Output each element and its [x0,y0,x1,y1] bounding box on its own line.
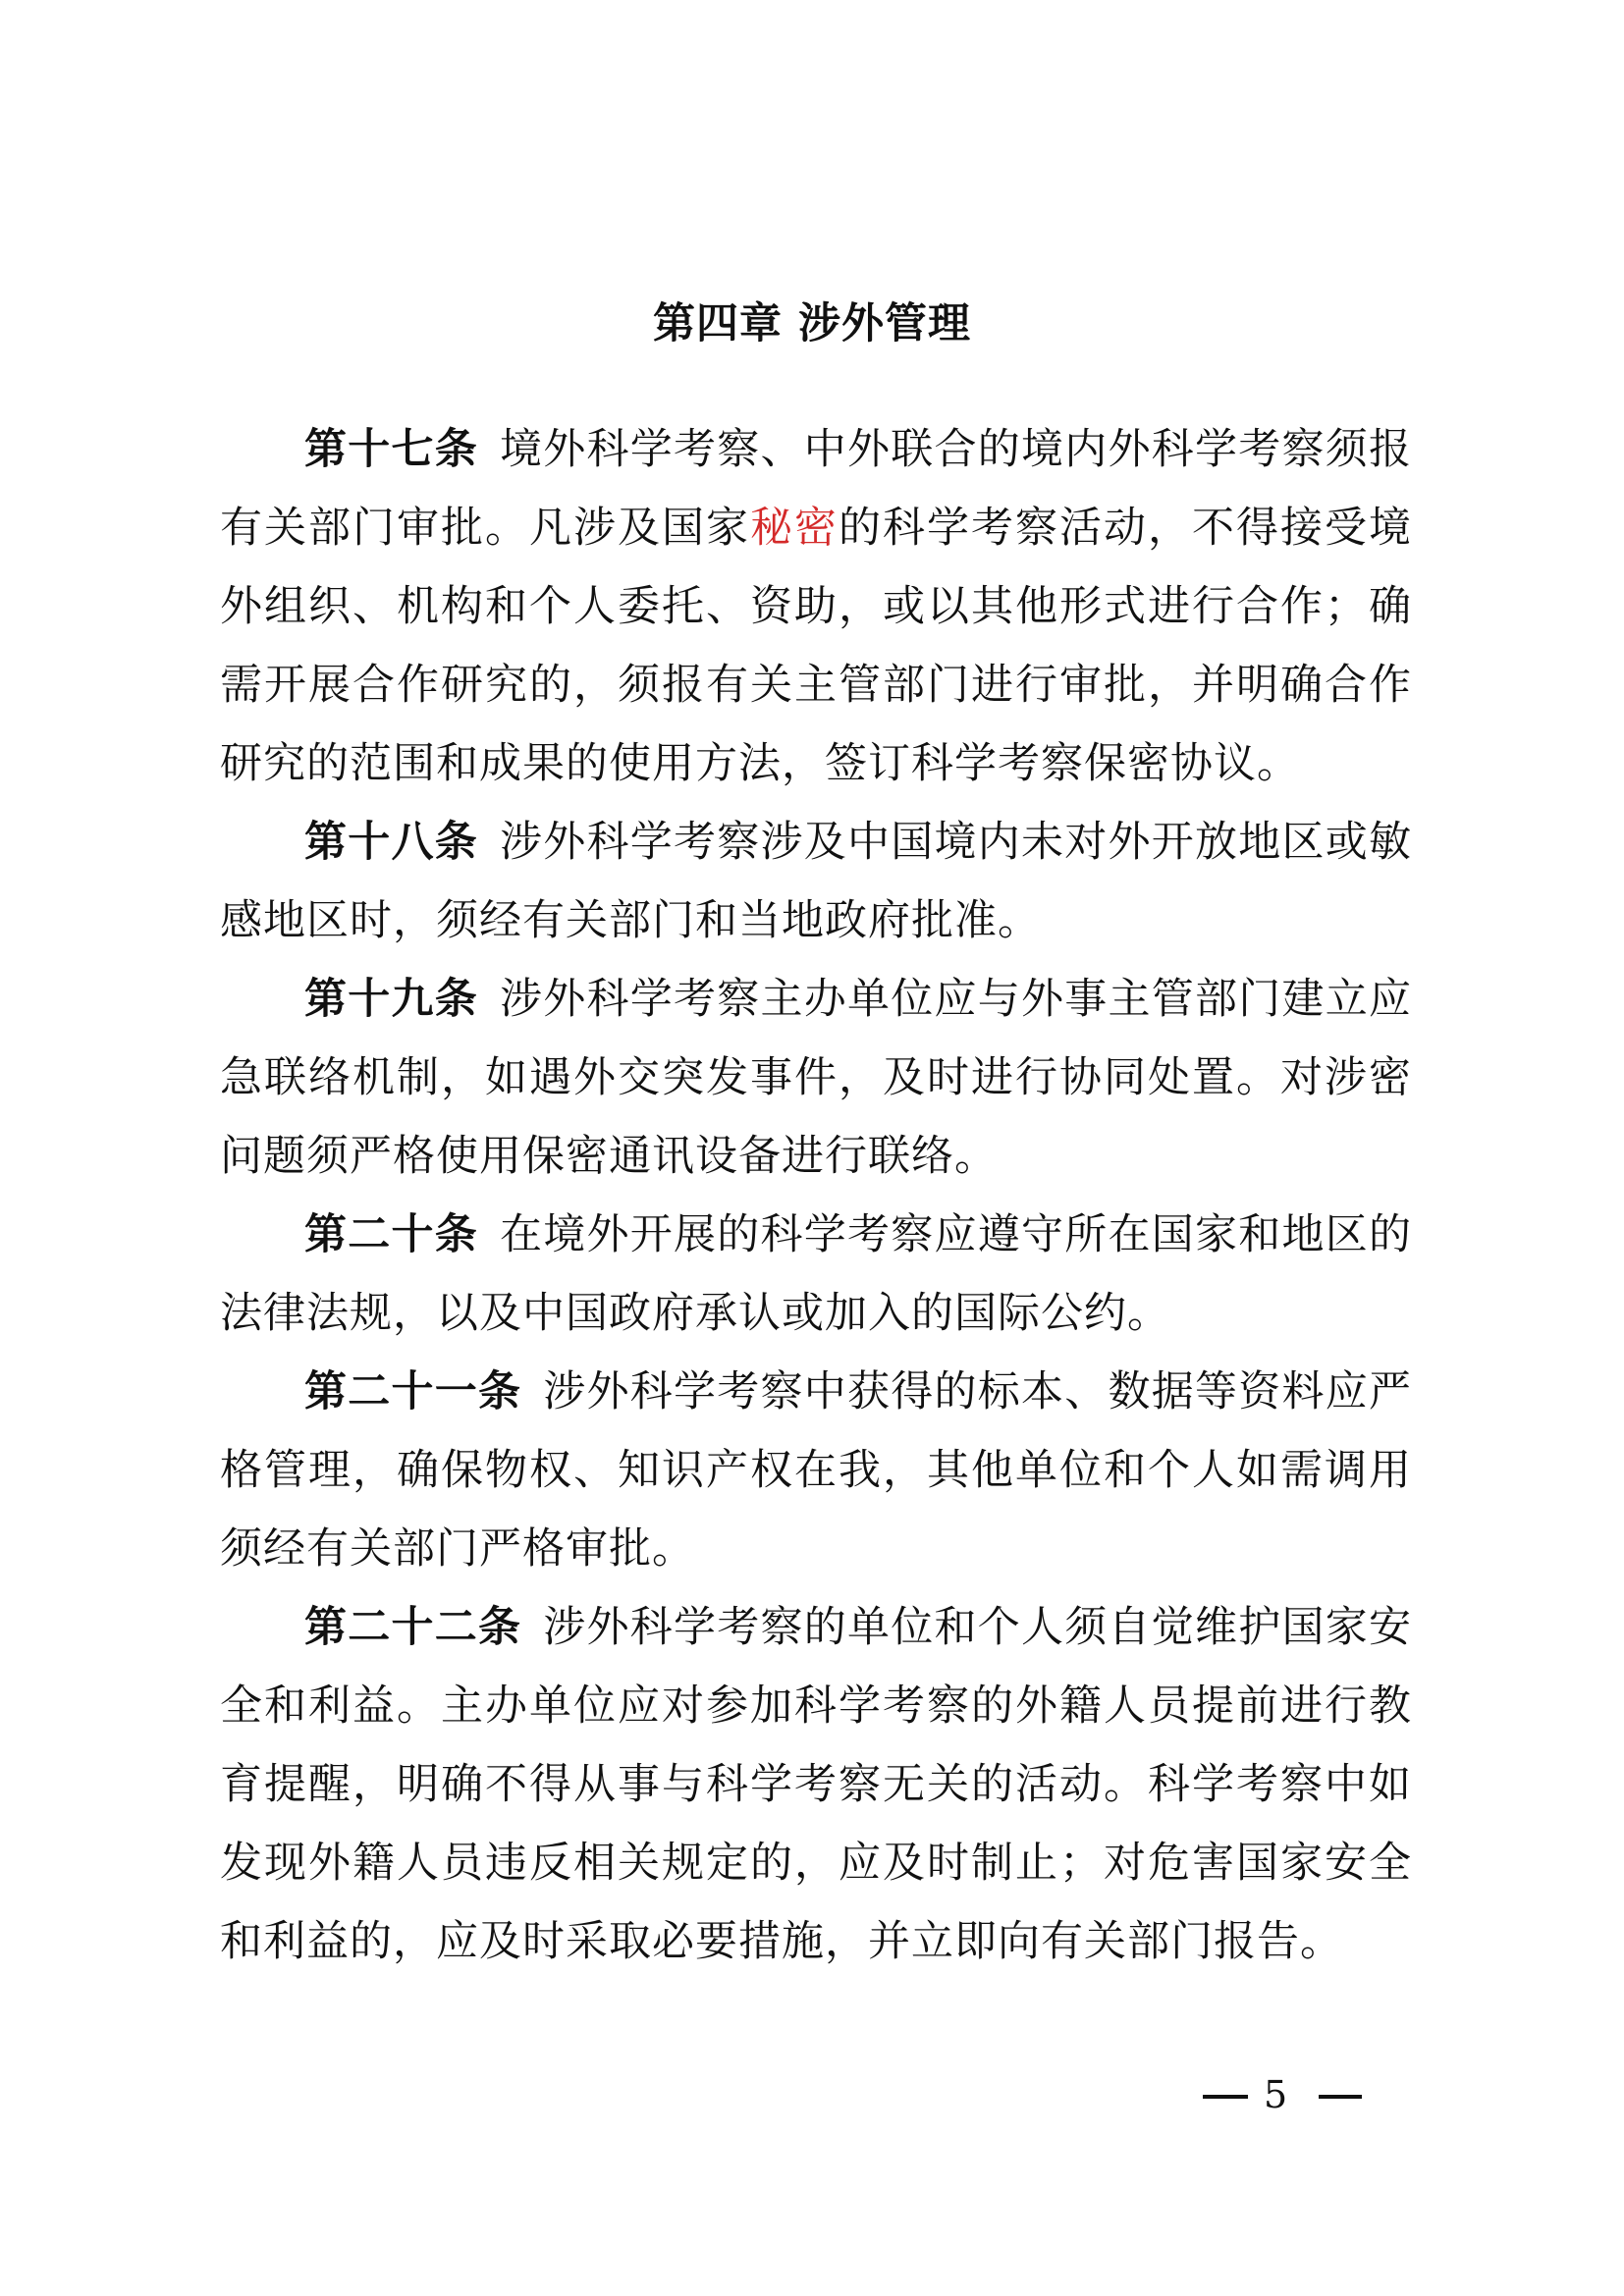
article-17-label: 第十七条 [304,425,478,474]
chapter-title: 第四章 涉外管理 [653,299,971,348]
article-19 [220,960,1412,1196]
page-number-dash-left [1203,2095,1248,2099]
article-17-text-before: 境外科学考察、中外联合的境内外科学考察须报有关部门审批。凡涉及国家 [220,425,1412,553]
article-19-label: 第十九条 [304,975,478,1024]
page-number-text: 5 [1264,2073,1288,2116]
article-17-highlight: 秘密 [750,504,839,553]
article-22-text: 涉外科学考察的单位和个人须自觉维护国家安全和利益。主办单位应对参加科学考察的外籍人员提前进行教育提醒，明确不得从事与科学考察无关的活动。科学考察中如发现外籍人员违反相关规定的，应及时制止；对危害国家安全和利益的，应及时采取必要措施，并立即向有关部门报告。 [220,1603,1412,1966]
page-number-dash-right [1319,2095,1362,2099]
article-18 [220,803,1412,960]
article-18-text: 涉外科学考察涉及中国境内未对外开放地区或敏感地区时，须经有关部门和当地政府批准。 [220,818,1412,945]
article-17 [220,410,1412,803]
article-18-label: 第十八条 [304,818,478,867]
article-21-text: 涉外科学考察中获得的标本、数据等资料应严格管理，确保物权、知识产权在我，其他单位和个人如需调用须经有关部门严格审批。 [220,1367,1412,1574]
article-21-label: 第二十一条 [304,1367,522,1416]
page-number [1203,2065,1360,2124]
article-22 [220,1588,1412,1981]
article-22-label: 第二十二条 [304,1603,522,1652]
article-20 [220,1196,1412,1353]
article-20-text: 在境外开展的科学考察应遵守所在国家和地区的法律法规，以及中国政府承认或加入的国际公约。 [220,1210,1412,1338]
article-20-label: 第二十条 [304,1210,478,1259]
article-21 [220,1353,1412,1588]
article-17-text-after: 的科学考察活动，不得接受境外组织、机构和个人委托、资助，或以其他形式进行合作；确需开展合作研究的，须报有关主管部门进行审批，并明确合作研究的范围和成果的使用方法，签订科学考察保密协议。 [220,504,1412,788]
article-19-text: 涉外科学考察主办单位应与外事主管部门建立应急联络机制，如遇外交突发事件，及时进行协同处置。对涉密问题须严格使用保密通讯设备进行联络。 [220,975,1412,1181]
document-body [220,410,1412,1981]
